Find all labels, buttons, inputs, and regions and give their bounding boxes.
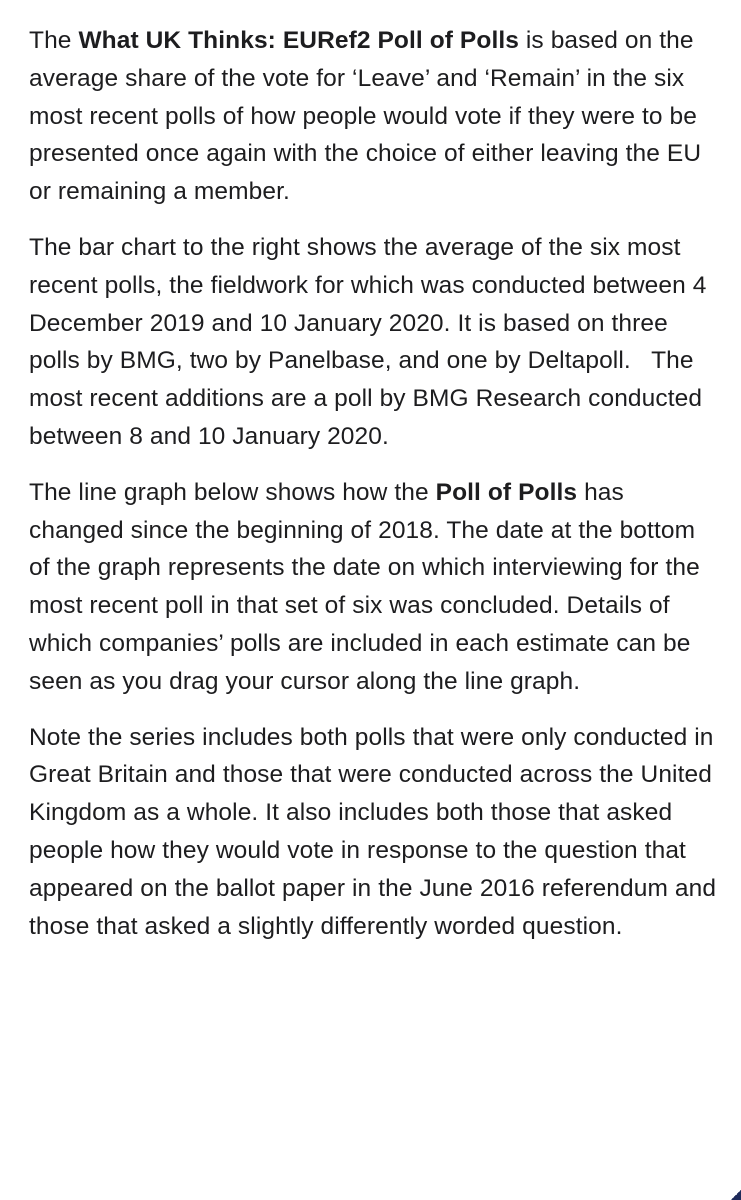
text-segment: The: [29, 27, 79, 54]
bold-poll-of-polls: Poll of Polls: [435, 478, 578, 506]
paragraph-series-note: [29, 719, 719, 946]
paragraph-bar-chart-description: [29, 229, 719, 456]
bottom-edge: [0, 1188, 741, 1200]
text-segment: Note the series includes both polls that were only conducted in Great Britain and those that were conducted across the United Kingdom as a whole. It also includes both those that asked people how they would vote in response to the question that appeared on the ballot paper in the June 2016 referendum and those that asked a slightly differently worded question.: [29, 723, 717, 940]
text-segment: has changed since the beginning of 2018. The date at the bottom of the graph represents the date on which interviewing for the most recent poll in that set of six was concluded. Details of which companies’ polls are included in each estimate can be seen as you drag your cursor along the line graph.: [29, 478, 700, 695]
paragraph-line-graph-description: [29, 474, 719, 701]
paragraph-intro: [29, 22, 719, 211]
text-segment: The line graph below shows how the: [29, 478, 436, 506]
text-segment: is based on the average share of the vote for ‘Leave’ and ‘Remain’ in the six most recent polls of how people would vote if they were to be presented once again with the choice of either leaving the EU or remaining a member.: [29, 27, 702, 206]
article-body: [29, 22, 719, 963]
corner-accent: [731, 1190, 741, 1200]
bold-title-what-uk-thinks: What UK Thinks: EURef2 Poll of Polls: [78, 27, 519, 54]
text-segment: The bar chart to the right shows the average of the six most recent polls, the fieldwork for which was conducted between 4 December 2019 and 10 January 2020. It is based on three polls by BMG, two by Panelbase, and one by Deltapoll. The most recent additions are a poll by BMG Research conducted between 8 and 10 January 2020.: [29, 233, 707, 450]
